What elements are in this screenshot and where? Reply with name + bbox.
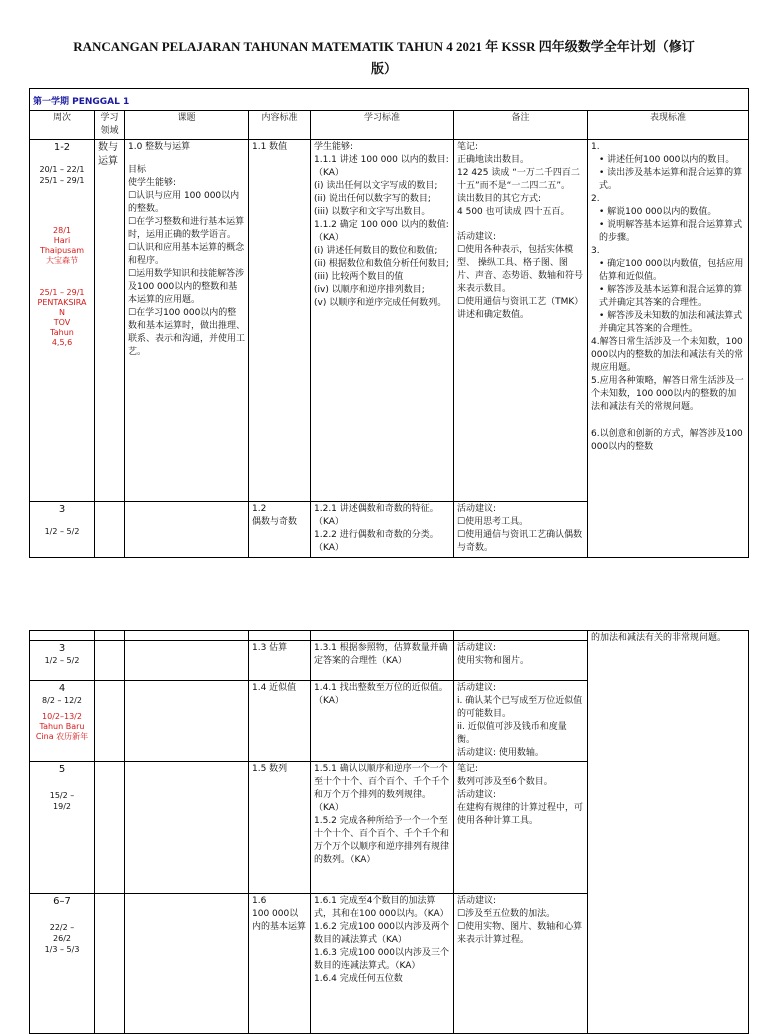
week-number: 5	[58, 764, 66, 775]
content-standard-cell: 1.1 数值	[249, 140, 311, 502]
week-cell	[30, 502, 95, 558]
title-line-2: 版）	[370, 61, 397, 76]
notes-item: ☐ 使用各种表示，包括实体模型、 操纵工具、格子图、图片、声音、态势语、数轴和符号来表示数目。	[457, 244, 584, 296]
week-dates: 22/2 – 26/2 1/3 – 5/3	[44, 923, 80, 954]
header-content-standard: 内容标准	[249, 111, 311, 140]
area-cell	[95, 894, 125, 1034]
learning-standard-cell: 1.3.1 根据参照物，估算数量并确定答案的合理性（KA）	[311, 641, 454, 681]
week-number: 4	[58, 683, 66, 694]
table-row	[30, 631, 749, 641]
performance-cell: 的加法和减法有关的非常规问题。	[588, 631, 749, 1034]
week-cell	[30, 641, 95, 681]
week-number: 3	[58, 504, 66, 515]
week-number: 1-2	[53, 142, 71, 153]
notes-item: ☐ 涉及至五位数的加法。	[457, 908, 584, 921]
content-standard-cell: 1.6 100 000以内的基本运算	[249, 894, 311, 1034]
week-cell	[30, 140, 95, 502]
plan-table-2	[29, 630, 749, 1034]
perf-line: • 解答涉及基本运算和混合运算的算式并确定其答案的合理性。	[599, 285, 743, 308]
header-learning-standard: 学习标准	[311, 111, 454, 140]
topic-item: ☐ 认识和应用基本运算的概念和程序。	[128, 242, 245, 268]
notes-activity-label: 活动建议:	[457, 896, 497, 906]
holiday-note: 28/1 Hari Thaipusam 大宝森节	[39, 226, 85, 265]
week-number: 6–7	[53, 896, 71, 907]
week-dates: 1/2 – 5/2	[44, 527, 80, 536]
notes-cell: 活动建议: i. 确认某个已写成至万位近似值的可能数目。 ii. 近似值可涉及钱币和度量衡。 活动建议: 使用数轴。	[454, 681, 588, 762]
topic-cell	[125, 140, 249, 502]
perf-line: • 说明解答基本运算和混合运算算式的步骤。	[599, 220, 743, 243]
area-cell	[95, 681, 125, 762]
header-performance-standard: 表现标准	[588, 111, 749, 140]
title-line-1: RANCANGAN PELAJARAN TAHUNAN MATEMATIK TAHUN 4 2021 年 KSSR 四年级数学全年计划（修订	[73, 39, 695, 54]
week-cell	[30, 681, 95, 762]
table-row	[30, 140, 749, 502]
topic-cell	[125, 641, 249, 681]
topic-item: ☐ 在学习100 000以内的整数和基本运算时，做出推理、联系、表示和沟通，并使用工艺。	[128, 307, 245, 359]
notes-item: ☐ 使用实物、图片、数轴和心算来表示计算过程。	[457, 921, 584, 947]
empty-cell	[454, 631, 588, 641]
notes-activity-label: 活动建议:	[457, 232, 497, 242]
notes-item: ☐ 使用通信与资讯工艺（TMK）讲述和确定数值。	[457, 296, 584, 322]
week-dates: 8/2 – 12/2	[42, 696, 82, 705]
perf-line: • 解说100 000以内的数值。	[599, 207, 717, 217]
topic-goal: 目标 使学生能够:	[128, 165, 177, 188]
perf-line: 5.应用各种策略，解答日常生活涉及一个未知数，100 000以内的整数的加法和减法有关的常规问题。	[591, 376, 744, 412]
empty-cell	[30, 631, 95, 641]
notes-text: 笔记: 正确地读出数目。 12 425 读成 “一万二千四百二十五”而不是“一二四二五”。 读出数目的其它方式: 4 500 也可读成 四十五百。	[457, 142, 580, 217]
area-cell	[95, 762, 125, 894]
perf-line: 3.	[591, 246, 600, 256]
week-cell	[30, 894, 95, 1034]
notes-activity-label: 活动建议:	[457, 504, 497, 514]
perf-line: • 确定100 000以内数值，包括应用估算和近似值。	[599, 259, 744, 282]
learning-standard-cell: 学生能够: 1.1.1 讲述 100 000 以内的数目:（KA） (i) 读出任何以文字写成的数目; (ii) 说出任何以数字写的数目; (iii) 以数字和文字写出数目。 1.1.2 确定 100 000 以内的数值:（KA） (i) 讲述任何数目的数位和数值; (ii) 根据数位和数值分析任何数目; (iii) 比较两个数目的值 (iv) 以顺序和逆序排列数目; (v) 以顺序和逆序完成任何数列。	[311, 140, 454, 502]
empty-cell	[249, 631, 311, 641]
area-cell: 数与运算	[95, 140, 125, 502]
empty-cell	[95, 631, 125, 641]
perf-line: 1.	[591, 142, 600, 152]
area-cell	[95, 502, 125, 558]
notes-cell: 笔记: 数列可涉及至6个数目。 活动建议: 在建构有规律的计算过程中，可使用各种计算工具。	[454, 762, 588, 894]
perf-line: 2.	[591, 194, 600, 204]
topic-title: 1.0 整数与运算	[128, 142, 191, 152]
empty-cell	[125, 631, 249, 641]
week-dates: 20/1 – 22/1 25/1 – 29/1	[39, 165, 85, 185]
semester-row	[30, 89, 749, 111]
perf-line: 4.解答日常生活涉及一个未知数，100 000以内的整数的加法和减法有关的常规应用题。	[591, 337, 744, 373]
notes-cell: 活动建议: 使用实物和图片。	[454, 641, 588, 681]
learning-standard-cell: 1.6.1 完成至4个数目的加法算式，其和在100 000以内。（KA） 1.6.2 完成100 000以内涉及两个数目的减法算式（KA） 1.6.3 完成100 000以内涉及三个数目的连减法算式。（KA） 1.6.4 完成任何五位数	[311, 894, 454, 1034]
notes-cell	[454, 502, 588, 558]
notes-item: ☐ 使用通信与资讯工艺确认偶数与奇数。	[457, 529, 584, 555]
content-standard-cell: 1.4 近似值	[249, 681, 311, 762]
week-dates: 1/2 – 5/2	[44, 656, 80, 665]
content-standard-cell: 1.2 偶数与奇数	[249, 502, 311, 558]
perf-line: • 讲述任何100 000以内的数目。	[599, 155, 735, 165]
learning-standard-cell: 1.2.1 讲述偶数和奇数的特征。（KA） 1.2.2 进行偶数和奇数的分类。（KA）	[311, 502, 454, 558]
header-notes: 备注	[454, 111, 588, 140]
topic-item: ☐ 在学习整数和进行基本运算时，运用正确的数学语言。	[128, 216, 245, 242]
topic-item: ☐ 运用数学知识和技能解答涉及100 000以内的整数和基本运算的应用题。	[128, 268, 245, 307]
notes-item: ☐ 使用思考工具。	[457, 516, 584, 529]
area-cell	[95, 641, 125, 681]
semester-label: 第一学期 PENGGAL 1	[33, 97, 130, 107]
content-standard-cell: 1.3 估算	[249, 641, 311, 681]
empty-cell	[311, 631, 454, 641]
topic-cell	[125, 681, 249, 762]
topic-item: ☐ 认识与应用 100 000以内的整数。	[128, 190, 245, 216]
week-cell	[30, 762, 95, 894]
assessment-note: 25/1 – 29/1 PENTAKSIRA N TOV Tahun 4,5,6	[37, 288, 87, 347]
performance-cell	[588, 140, 749, 558]
topic-cell	[125, 502, 249, 558]
header-topic: 课题	[125, 111, 249, 140]
page-title	[20, 36, 748, 80]
plan-table-1	[29, 88, 749, 558]
perf-line: 6.以创意和创新的方式，解答涉及100 000以内的整数	[591, 429, 743, 452]
perf-line: • 解答涉及未知数的加法和减法算式并确定其答案的合理性。	[599, 311, 743, 334]
learning-standard-cell: 1.4.1 找出整数至万位的近似值。（KA）	[311, 681, 454, 762]
perf-line: • 读出涉及基本运算和混合运算的算式。	[599, 168, 743, 191]
topic-cell	[125, 894, 249, 1034]
header-area: 学习领域	[95, 111, 125, 140]
holiday-note: 10/2–13/2 Tahun Baru Cina 农历新年	[35, 712, 89, 741]
header-week: 周次	[30, 111, 95, 140]
week-dates: 15/2 – 19/2	[49, 791, 75, 811]
week-number: 3	[58, 643, 66, 654]
notes-cell	[454, 894, 588, 1034]
learning-standard-cell: 1.5.1 确认以顺序和逆序一个一个至十个十个、百个百个、千个千个和万个万个排列的数列规律。（KA） 1.5.2 完成各种所给予一个一个至十个十个、百个百个、千个千个和万个万个以顺序和逆序排列有规律的数列。（KA）	[311, 762, 454, 894]
topic-cell	[125, 762, 249, 894]
header-row	[30, 111, 749, 140]
content-standard-cell: 1.5 数列	[249, 762, 311, 894]
notes-cell	[454, 140, 588, 502]
